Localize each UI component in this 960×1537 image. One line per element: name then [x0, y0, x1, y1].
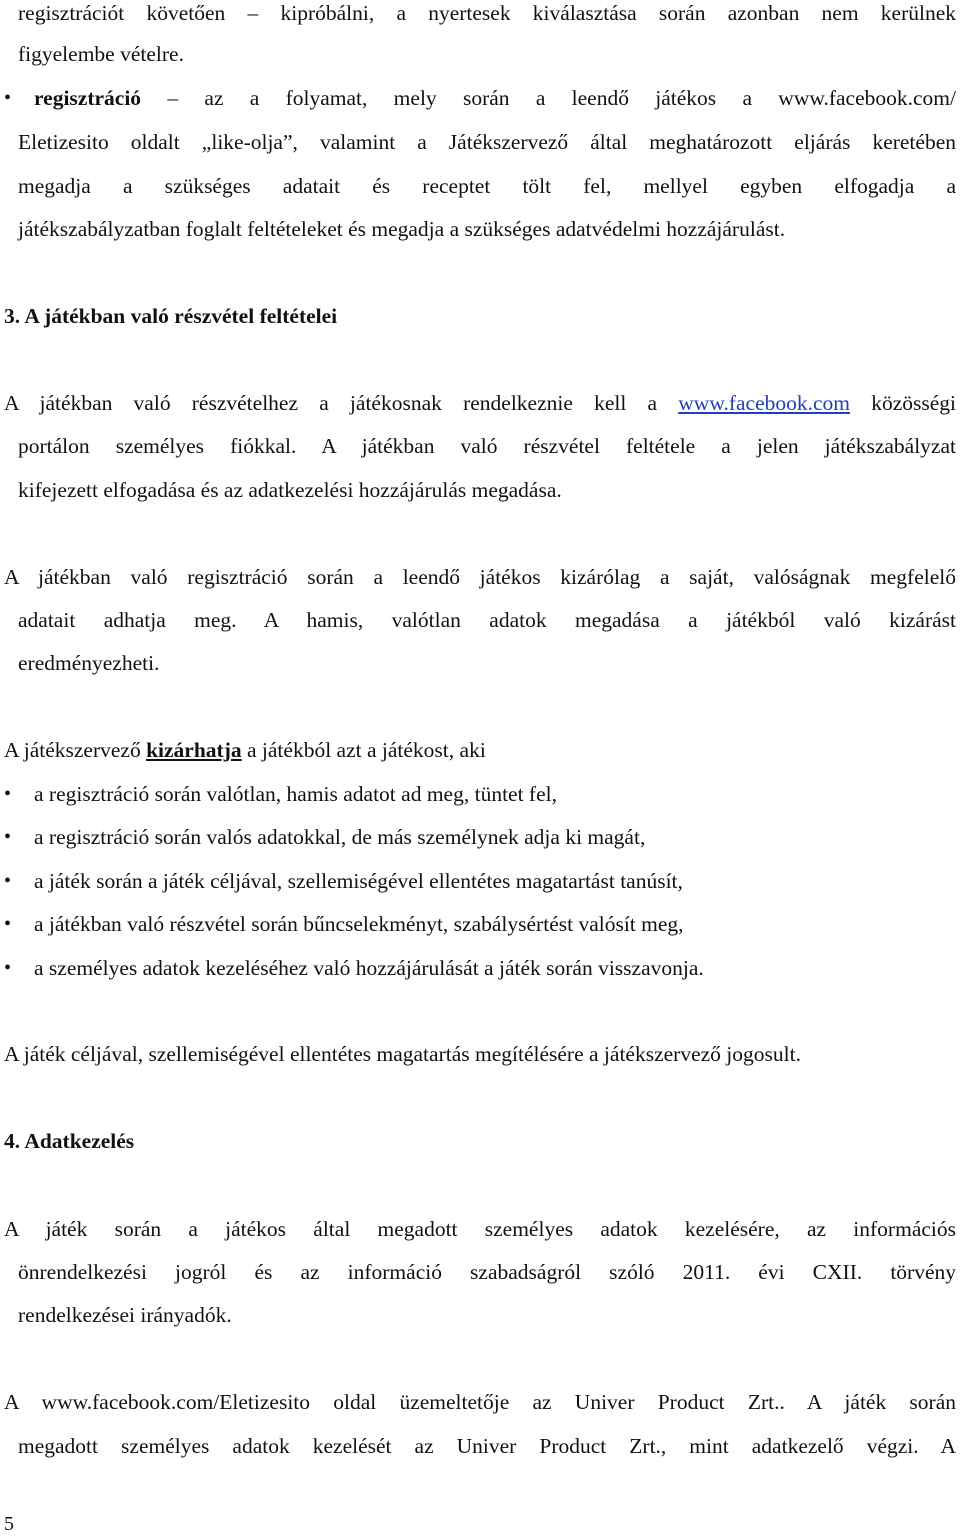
- bullet-icon: •: [4, 783, 12, 805]
- paragraph-line: [4, 735, 956, 765]
- list-item: a regisztráció során valós adatokkal, de más személynek adja ki magát,: [34, 825, 646, 849]
- bullet-icon: •: [4, 913, 12, 935]
- text-span: közösségi: [850, 391, 957, 415]
- paragraph-line: figyelembe vételre.: [18, 42, 184, 66]
- paragraph-line: portálon személyes fiókkal. A játékban való részvétel feltétele a jelen játékszabályzat: [18, 434, 956, 458]
- bullet-icon: •: [4, 957, 12, 979]
- list-item: a játékban való részvétel során bűncselekményt, szabálysértést valósít meg,: [34, 912, 684, 936]
- emphasis-bold-underline: kizárhatja: [146, 738, 242, 762]
- paragraph-line: kifejezett elfogadása és az adatkezelési hozzájárulás megadása.: [18, 478, 562, 502]
- section-heading: 4. Adatkezelés: [4, 1129, 135, 1153]
- paragraph-line: [4, 388, 956, 418]
- paragraph-line: játékszabályzatban foglalt feltételeket és megadja a szükséges adatvédelmi hozzájárulást.: [18, 217, 786, 241]
- section-heading: 3. A játékban való részvétel feltételei: [4, 304, 338, 328]
- paragraph-line: önrendelkezési jogról és az információ szabadságról szóló 2011. évi CXII. törvény: [18, 1260, 956, 1284]
- paragraph-line: megadott személyes adatok kezelését az Univer Product Zrt., mint adatkezelő végzi. A: [18, 1434, 956, 1458]
- term-bold: regisztráció: [34, 86, 142, 110]
- paragraph-line: adatait adhatja meg. A hamis, valótlan adatok megadása a játékból való kizárást: [18, 608, 956, 632]
- paragraph-line: megadja a szükséges adatait és receptet tölt fel, mellyel egyben elfogadja a: [18, 174, 956, 198]
- paragraph-line: A játék során a játékos által megadott személyes adatok kezelésére, az információs: [4, 1217, 956, 1241]
- facebook-link[interactable]: www.facebook.com: [678, 391, 851, 415]
- paragraph-line: rendelkezései irányadók.: [18, 1303, 232, 1327]
- bullet-icon: •: [4, 87, 12, 109]
- text-span: A játékszervező: [4, 738, 147, 762]
- text-span: A játékban való részvételhez a játékosnak rendelkeznie kell a: [4, 391, 679, 415]
- paragraph-line: A www.facebook.com/Eletizesito oldal üzemeltetője az Univer Product Zrt.. A játék során: [4, 1390, 956, 1414]
- paragraph-line: eredményezheti.: [18, 651, 160, 675]
- paragraph-line: A játék céljával, szellemiségével ellentétes magatartás megítélésére a játékszervező jogosult.: [4, 1042, 801, 1066]
- paragraph-line: Eletizesito oldalt „like-olja”, valamint a Játékszervező által meghatározott eljárás keretében: [18, 130, 956, 154]
- text-span: a játékból azt a játékost, aki: [241, 738, 486, 762]
- definition-text: – az a folyamat, mely során a leendő játékos a www.facebook.com/: [141, 86, 956, 110]
- bullet-icon: •: [4, 826, 12, 848]
- list-item: a személyes adatok kezeléséhez való hozzájárulását a játék során visszavonja.: [34, 956, 704, 980]
- bullet-icon: •: [4, 870, 12, 892]
- page-number: 5: [4, 1513, 14, 1535]
- paragraph-line: regisztrációt követően – kipróbálni, a nyertesek kiválasztása során azonban nem kerülnek: [18, 1, 956, 25]
- definition-registration: [34, 83, 956, 113]
- list-item: a regisztráció során valótlan, hamis adatot ad meg, tüntet fel,: [34, 782, 557, 806]
- list-item: a játék során a játék céljával, szellemiségével ellentétes magatartást tanúsít,: [34, 869, 683, 893]
- paragraph-line: A játékban való regisztráció során a leendő játékos kizárólag a saját, valóságnak megfelelő: [4, 565, 956, 589]
